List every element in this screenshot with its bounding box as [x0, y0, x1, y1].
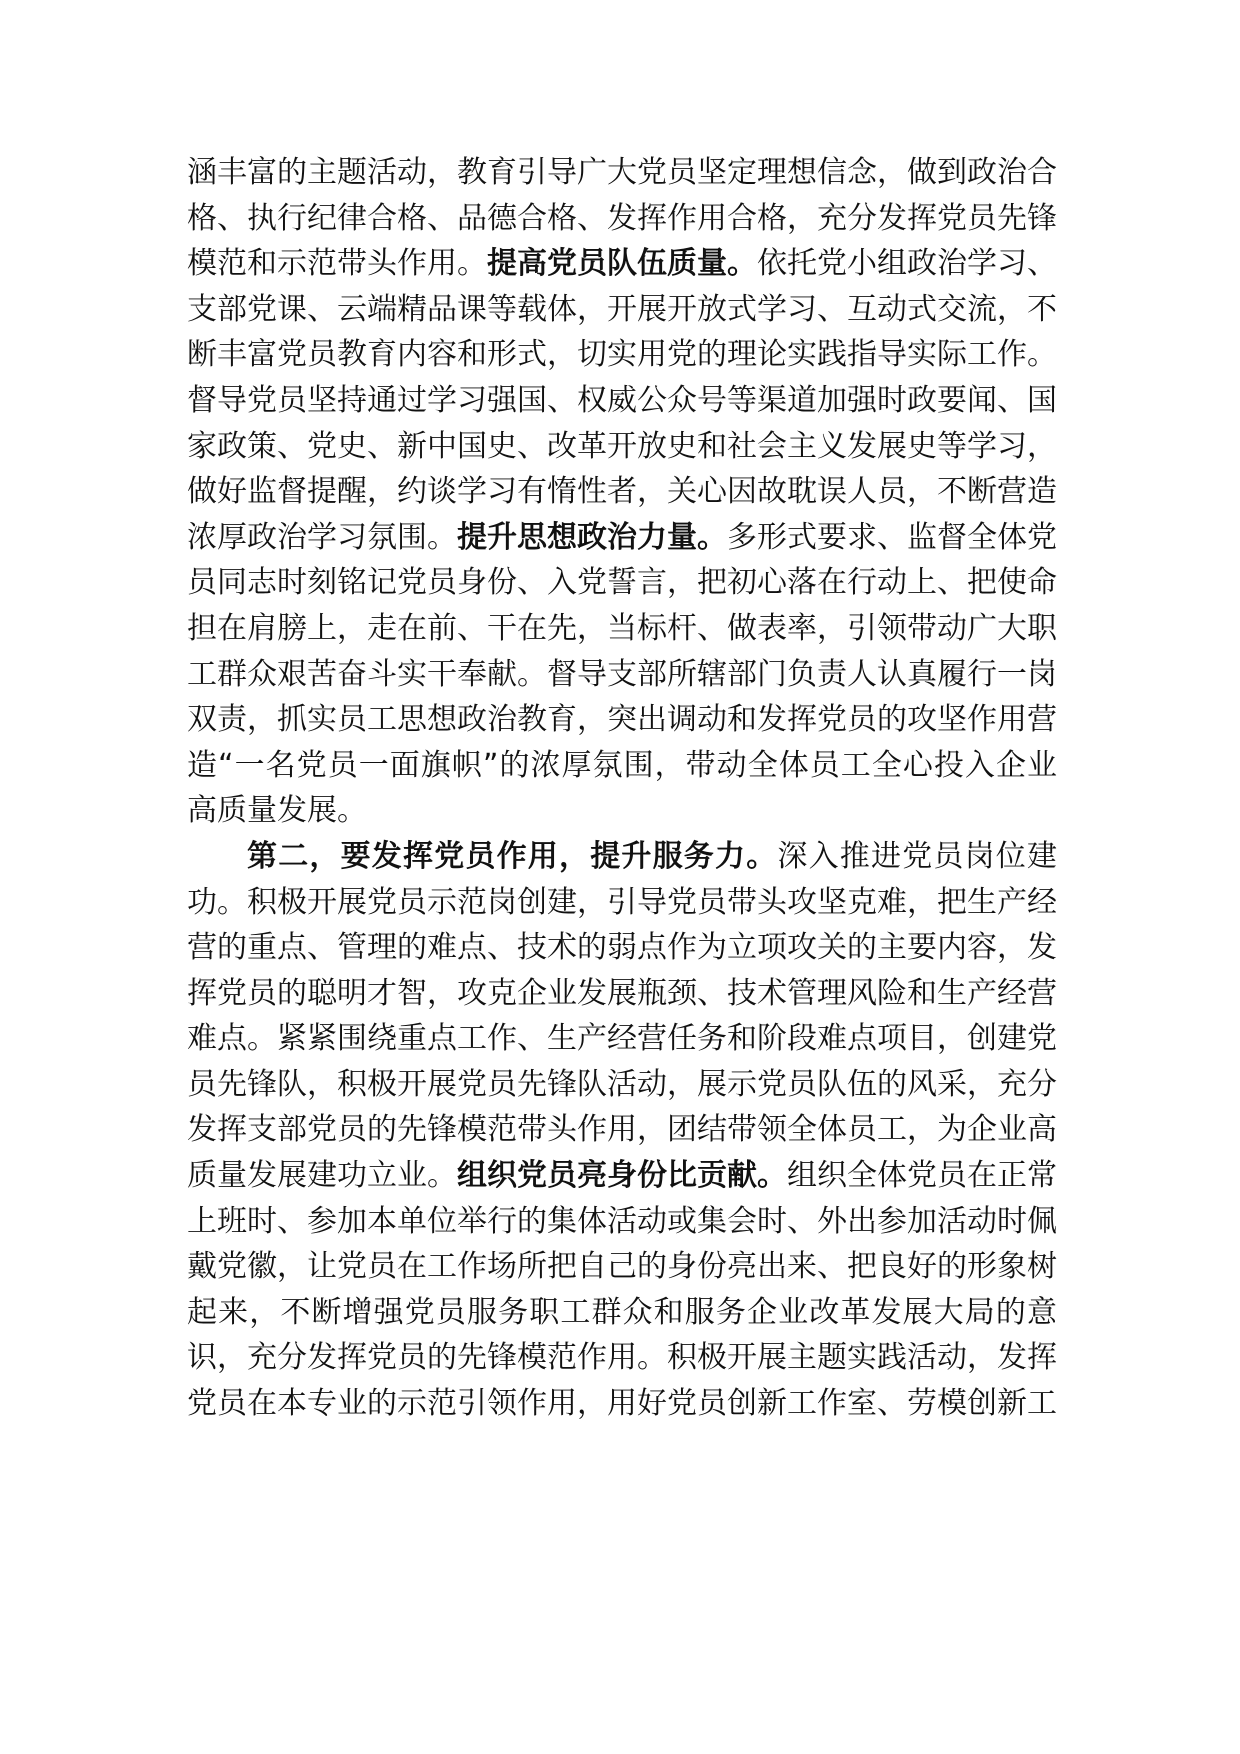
body-text: [187, 150, 1057, 1427]
bold-heading-improve-member-quality: 提高党员队伍质量。: [487, 246, 757, 282]
text-run: 依托党小组政治学习、支部党课、云端精品课等载体，开展开放式学习、互动式交流，不断丰富党员教育内容和形式，切实用党的理论实践指导实际工作。督导党员坚持通过学习强国、权威公众号等渠道加强时政要闻、国家政策、党史、新中国史、改革开放史和社会主义发展史等学习，做好监督提醒，约谈学习有惰性者，关心因故耽误人员，不断营造浓厚政治学习氛围。: [187, 246, 1057, 555]
bold-heading-second-point: 第二，要发挥党员作用，提升服务力。: [247, 838, 778, 874]
bold-heading-ideological-strength: 提升思想政治力量。: [457, 519, 727, 555]
paragraph-2: [187, 834, 1057, 1427]
text-run: 涵丰富的主题活动，教育引导广大党员坚定理想信念，做到政治合格、执行纪律合格、品德合格、发挥作用合格，充分发挥党员先锋模范和示范带头作用。: [187, 155, 1057, 282]
text-run: 多形式要求、监督全体党员同志时刻铭记党员身份、入党誓言，把初心落在行动上、把使命担在肩膀上，走在前、干在先，当标杆、做表率，引领带动广大职工群众艰苦奋斗实干奉献。督导支部所辖部门负责人认真履行一岗双责，抓实员工思想政治教育，突出调动和发挥党员的攻坚作用营造“一名党员一面旗帜”的浓厚氛围，带动全体员工全心投入企业高质量发展。: [187, 519, 1057, 829]
bold-heading-show-identity: 组织党员亮身份比贡献。: [457, 1158, 787, 1194]
text-run: 组织全体党员在正常上班时、参加本单位举行的集体活动或集会时、外出参加活动时佩戴党徽，让党员在工作场所把自己的身份亮出来、把良好的形象树起来，不断增强党员服务职工群众和服务企业改革发展大局的意识，充分发挥党员的先锋模范作用。积极开展主题实践活动，发挥党员在本专业的示范引领作用，用好党员创新工作室、劳模创新工: [187, 1158, 1057, 1422]
paragraph-1: [187, 150, 1057, 834]
text-run: 深入推进党员岗位建功。积极开展党员示范岗创建，引导党员带头攻坚克难，把生产经营的重点、管理的难点、技术的弱点作为立项攻关的主要内容，发挥党员的聪明才智，攻克企业发展瓶颈、技术管理风险和生产经营难点。紧紧围绕重点工作、生产经营任务和阶段难点项目，创建党员先锋队，积极开展党员先锋队活动，展示党员队伍的风采，充分发挥支部党员的先锋模范带头作用，团结带领全体员工，为企业高质量发展建功立业。: [187, 838, 1058, 1194]
